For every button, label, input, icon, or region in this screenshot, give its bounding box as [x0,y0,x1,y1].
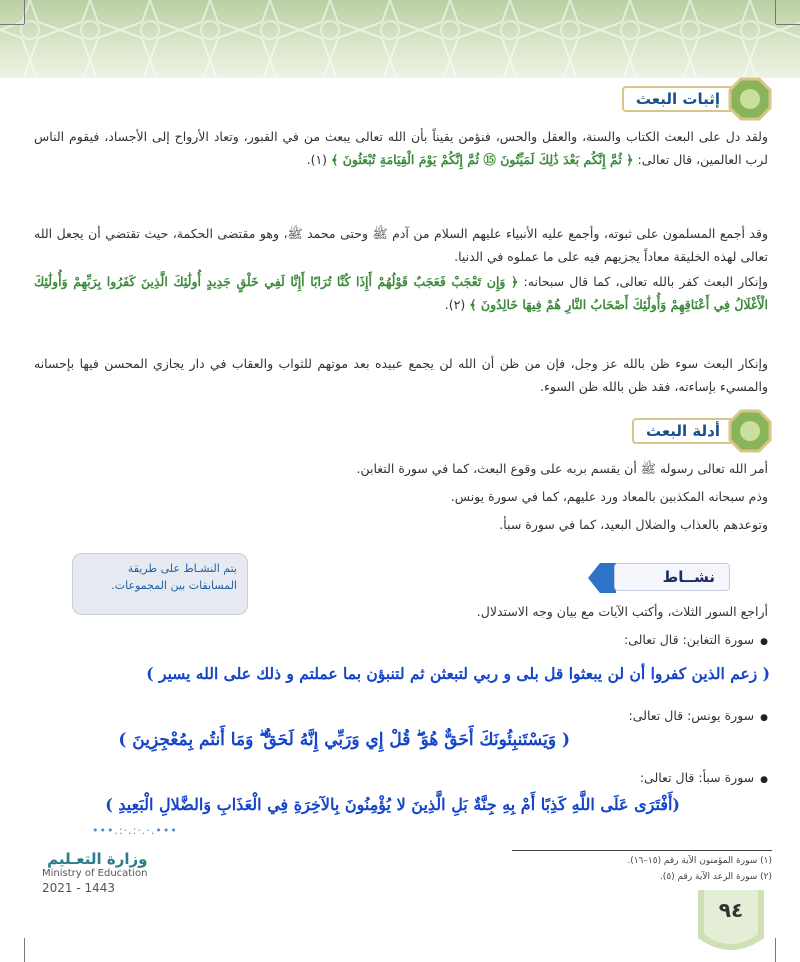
footnote: (١) سورة المؤمنون الآية رقم (١٥–١٦). [627,856,772,866]
section-heading-proof [622,82,772,116]
activity-item-label: ● سورة سبأ: قال تعالى: [640,770,768,785]
octagon-badge-icon [728,409,772,453]
edition-year: 2021 - 1443 [42,881,116,895]
crop-mark [776,24,800,25]
activity-answer: ( وَيَسْتَنبِئُونَكَ أَحَقٌّ هُوَ ۖ قُلْ إِي وَرَبِّي إِنَّهُ لَحَقٌّ ۖ وَمَا أَنتُم بِمُعْجِزِينَ ) [118,730,570,750]
crop-mark [775,0,776,24]
footnote-ref: (٢). [444,297,466,312]
decorative-banner [0,0,800,78]
evidence-line: أمر الله تعالى رسوله ﷺ أن يقسم بربه على وقوع البعث، كما في سورة التغابن. [356,461,768,476]
activity-item-label: ● سورة التغابن: قال تعالى: [624,632,768,647]
ministry-name-en: Ministry of Education [42,868,148,879]
activity-label: نشــاط [614,563,730,591]
footnote: (٢) سورة الرعد الآية رقم (٥). [659,872,772,882]
paragraph-denial: وإنكار البعث كفر بالله تعالى، كما قال سبحانه: ﴿ وَإِن تَعْجَبْ فَعَجَبٌ قَوْلُهُمْ أَإِذَا كُنَّا تُرَابًا أَإِنَّا لَفِي خَلْقٍ جَدِيدٍ أُولَٰئِكَ الَّذِينَ كَفَرُوا بِرَبِّهِمْ وَأُولَٰئِكَ الْأَغْلَالُ فِي أَعْنَاقِهِمْ وَأُولَٰئِكَ أَصْحَابُ النَّارِ هُمْ فِيهَا خَالِدُونَ ﴾ (٢). [34,274,768,312]
paragraph-evidence: ولقد دل على البعث الكتاب والسنة، والعقل والحس، فنؤمن يقيناً بأن الله تعالى يبعث من في القبور، وتعاد الأرواح إلى الأجساد، فيقوم الناس لرب العالمين، قال تعالى: ﴿ ثُمَّ إِنَّكُم بَعْدَ ذَٰلِكَ لَمَيِّتُونَ ⑮ ثُمَّ إِنَّكُمْ يَوْمَ الْقِيَامَةِ تُبْعَثُونَ ﴾ (١). [34,129,768,167]
quran-verse: ﴿ ثُمَّ إِنَّكُم بَعْدَ ذَٰلِكَ لَمَيِّتُونَ ⑮ ثُمَّ إِنَّكُمْ يَوْمَ الْقِيَامَةِ تُبْعَثُونَ ﴾ [331,152,634,167]
dotted-separator: •••.:·.:·.·.••• [92,824,178,837]
paragraph-bad-thought: وإنكار البعث سوء ظن بالله عز وجل، فإن من ظن أن الله لن يجمع عبيده بعد موتهم للثواب والعقاب في دار يجازي المحسن فيها بإحسانه والمسيء بإساءته، فقد ظن بالله ظن السوء. [34,356,768,394]
evidence-line: وذم سبحانه المكذبين بالمعاد ورد عليهم، كما في سورة يونس. [450,489,768,504]
footnotes [512,850,772,885]
activity-answer: (أَفْتَرَى عَلَى اللَّهِ كَذِبًا أَمْ بِهِ جِنَّةٌ بَلِ الَّذِينَ لا يُؤْمِنُونَ بِالآخِرَةِ فِي الْعَذَابِ وَالضَّلالِ الْبَعِيدِ ) [105,795,680,814]
activity-instruction: أراجع السور الثلاث، وأكتب الآيات مع بيان وجه الاستدلال. [476,604,768,619]
crop-mark [775,938,776,962]
octagon-badge-icon [728,77,772,121]
crop-mark [24,0,25,24]
activity-item-label: ● سورة يونس: قال تعالى: [629,708,768,723]
quran-verse: ﴿ وَإِن تَعْجَبْ فَعَجَبٌ قَوْلُهُمْ أَإِذَا كُنَّا تُرَابًا أَإِنَّا لَفِي خَلْقٍ جَدِيدٍ أُولَٰئِكَ الَّذِينَ كَفَرُوا بِرَبِّهِمْ وَأُولَٰئِكَ الْأَغْلَالُ فِي أَعْنَاقِهِمْ وَأُولَٰئِكَ أَصْحَابُ النَّارِ هُمْ فِيهَا خَالِدُونَ ﴾ [34,274,768,312]
crop-mark [0,24,24,25]
page-number: ٩٤ [718,898,744,922]
paragraph-consensus: وقد أجمع المسلمون على ثبوته، وأجمع عليه الأنبياء عليهم السلام من آدم ﷺ وحتى محمد ﷺ، وهو مقتضى الحكمة، حيث تقتضي أن يجعل الله تعالى لهذه الخليقة معاداً يجزيهم فيه على ما عملوه في الدنيا. [34,226,768,264]
activity-answer: ( زعم الذين كفروا أن لن يبعثوا قل بلى و ربي لتبعثن ثم لتنبؤن بما عملتم و ذلك على الله يسير ) [146,664,770,683]
footnote-ref: (١). [306,152,328,167]
section-title: إثبات البعث [622,86,734,112]
banner-pattern [0,0,800,78]
ministry-logo [42,850,147,895]
crop-mark [24,938,25,962]
activity-note-box: يتم النشـاط على طريقة المسابقات بين المجموعات. [72,553,248,615]
activity-arrow-icon [588,563,616,593]
ministry-name-ar: وزارة التعـليم [47,850,148,868]
section-heading-evidence [632,414,772,448]
section-title: أدلة البعث [632,418,734,444]
evidence-line: وتوعدهم بالعذاب والضلال البعيد، كما في سورة سبأ. [499,517,768,532]
